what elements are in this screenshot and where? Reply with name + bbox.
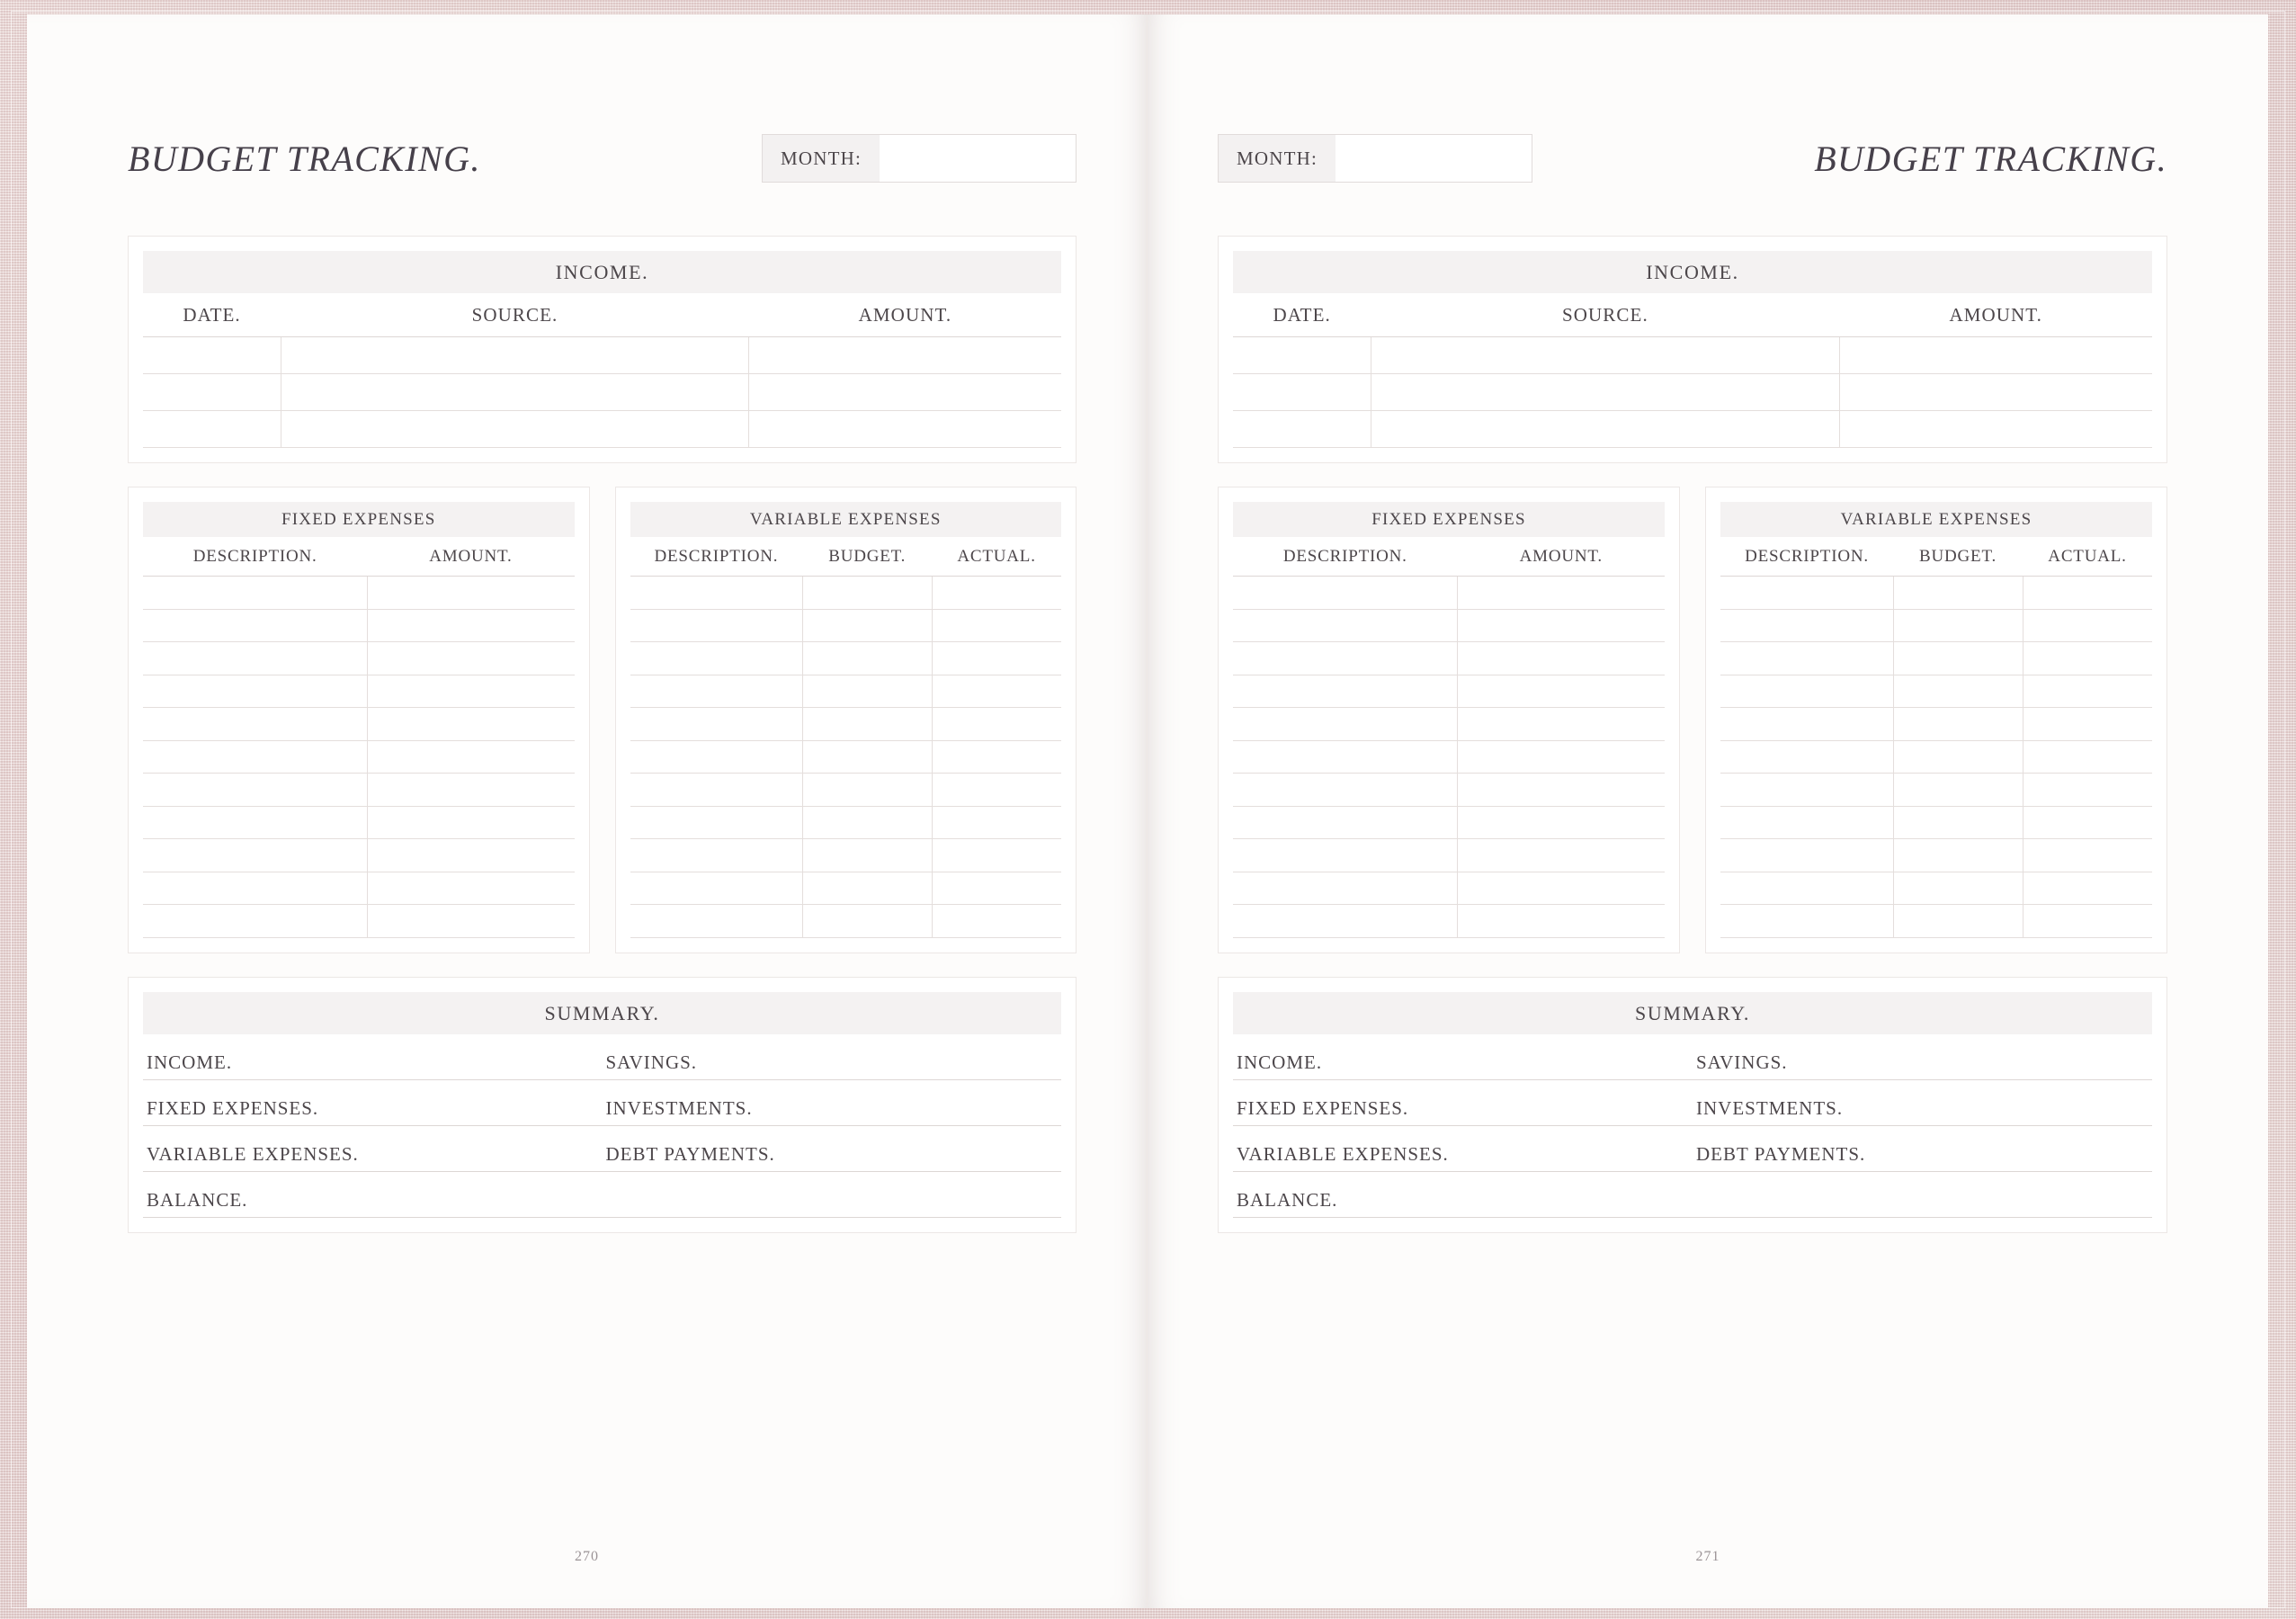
fixed-cell-amount[interactable] <box>1458 642 1665 675</box>
variable-cell-actual[interactable] <box>932 740 1061 774</box>
fixed-col-description: DESCRIPTION. <box>143 537 367 577</box>
income-col-date: DATE. <box>1233 293 1371 337</box>
income-cell-source[interactable] <box>281 374 749 411</box>
summary-row-savings[interactable] <box>1693 1034 2152 1080</box>
summary-label: INVESTMENTS. <box>1696 1096 1844 1119</box>
fixed-cell-amount[interactable] <box>367 609 574 642</box>
variable-col-actual: ACTUAL. <box>2023 537 2152 577</box>
fixed-cell-amount[interactable] <box>367 708 574 741</box>
variable-cell-actual[interactable] <box>2023 675 2152 708</box>
income-col-source: SOURCE. <box>1371 293 1839 337</box>
table-row[interactable] <box>1233 708 1665 741</box>
fixed-cell-description[interactable] <box>1233 708 1458 741</box>
fixed-cell-description[interactable] <box>143 675 367 708</box>
table-row[interactable] <box>630 642 1062 675</box>
variable-cell-budget[interactable] <box>1893 872 2023 905</box>
variable-cell-budget[interactable] <box>1893 774 2023 807</box>
summary-row-debt-payments[interactable] <box>603 1126 1062 1172</box>
variable-cell-description[interactable] <box>1720 774 1893 807</box>
right-page <box>1148 14 2268 1608</box>
fixed-expenses-table <box>1233 537 1665 938</box>
variable-col-budget: BUDGET. <box>1893 537 2023 577</box>
income-cell-source[interactable] <box>1371 411 1839 448</box>
variable-cell-description[interactable] <box>1720 708 1893 741</box>
page-title: BUDGET TRACKING. <box>1814 138 2167 179</box>
summary-row-debt-payments[interactable] <box>1693 1126 2152 1172</box>
fixed-cell-description[interactable] <box>1233 872 1458 905</box>
fixed-cell-description[interactable] <box>1233 675 1458 708</box>
income-cell-source[interactable] <box>1371 337 1839 374</box>
table-row[interactable] <box>143 839 575 872</box>
table-row[interactable] <box>143 577 575 610</box>
page-spread <box>27 14 2269 1608</box>
variable-expenses-table <box>1720 537 2152 938</box>
summary-label: INVESTMENTS. <box>605 1096 753 1119</box>
fixed-cell-amount[interactable] <box>367 905 574 938</box>
variable-cell-description[interactable] <box>1720 872 1893 905</box>
page-number: 270 <box>575 1549 599 1564</box>
income-cell-amount[interactable] <box>749 374 1061 411</box>
month-input[interactable] <box>1336 135 1532 182</box>
variable-cell-budget[interactable] <box>1893 905 2023 938</box>
income-cell-source[interactable] <box>1371 374 1839 411</box>
fixed-cell-description[interactable] <box>143 839 367 872</box>
fixed-cell-amount[interactable] <box>367 577 574 610</box>
summary-row-investments[interactable] <box>603 1080 1062 1126</box>
variable-cell-budget[interactable] <box>802 609 932 642</box>
table-row[interactable] <box>143 806 575 839</box>
variable-cell-budget[interactable] <box>1893 740 2023 774</box>
income-col-date: DATE. <box>143 293 281 337</box>
income-panel <box>128 236 1077 463</box>
income-cell-amount[interactable] <box>1840 411 2152 448</box>
summary-row-savings[interactable] <box>603 1034 1062 1080</box>
table-row[interactable] <box>1720 675 2152 708</box>
variable-col-budget: BUDGET. <box>802 537 932 577</box>
variable-cell-budget[interactable] <box>802 642 932 675</box>
summary-label: INCOME. <box>1237 1051 1323 1073</box>
variable-cell-actual[interactable] <box>2023 609 2152 642</box>
table-row[interactable] <box>1720 642 2152 675</box>
table-row[interactable] <box>1233 577 1665 610</box>
month-label: MONTH: <box>1219 135 1336 182</box>
table-row[interactable] <box>1233 839 1665 872</box>
variable-cell-budget[interactable] <box>802 872 932 905</box>
table-row[interactable] <box>630 872 1062 905</box>
fixed-cell-description[interactable] <box>1233 905 1458 938</box>
table-row[interactable] <box>1233 774 1665 807</box>
fixed-cell-amount[interactable] <box>367 740 574 774</box>
table-row[interactable] <box>143 708 575 741</box>
fixed-expenses-band: FIXED EXPENSES <box>143 502 575 537</box>
variable-cell-actual[interactable] <box>2023 774 2152 807</box>
month-input[interactable] <box>880 135 1076 182</box>
table-row[interactable] <box>143 609 575 642</box>
variable-cell-description[interactable] <box>1720 740 1893 774</box>
variable-col-description: DESCRIPTION. <box>1720 537 1893 577</box>
expenses-row <box>1218 487 2167 953</box>
variable-cell-actual[interactable] <box>932 642 1061 675</box>
variable-col-actual: ACTUAL. <box>932 537 1061 577</box>
variable-cell-description[interactable] <box>630 839 803 872</box>
variable-cell-actual[interactable] <box>2023 806 2152 839</box>
variable-cell-budget[interactable] <box>802 740 932 774</box>
page-title: BUDGET TRACKING. <box>128 138 481 179</box>
table-row[interactable] <box>1720 577 2152 610</box>
fixed-cell-amount[interactable] <box>1458 675 1665 708</box>
income-cell-date[interactable] <box>1233 411 1371 448</box>
variable-cell-budget[interactable] <box>1893 839 2023 872</box>
fixed-cell-amount[interactable] <box>1458 609 1665 642</box>
income-band: INCOME. <box>143 251 1061 293</box>
variable-cell-description[interactable] <box>630 872 803 905</box>
summary-label: SAVINGS. <box>605 1051 698 1073</box>
fixed-cell-amount[interactable] <box>367 642 574 675</box>
summary-right-column <box>1693 1034 2152 1172</box>
variable-cell-budget[interactable] <box>1893 708 2023 741</box>
fixed-cell-amount[interactable] <box>367 839 574 872</box>
variable-cell-description[interactable] <box>630 708 803 741</box>
income-table <box>143 293 1061 448</box>
fixed-cell-description[interactable] <box>143 577 367 610</box>
summary-label-balance: BALANCE. <box>1237 1188 1338 1211</box>
summary-row-fixed-expenses[interactable] <box>1233 1080 1693 1126</box>
variable-expenses-band: VARIABLE EXPENSES <box>630 502 1062 537</box>
income-band: INCOME. <box>1233 251 2152 293</box>
summary-label: INCOME. <box>147 1051 233 1073</box>
fixed-cell-description[interactable] <box>1233 740 1458 774</box>
table-row[interactable] <box>1720 774 2152 807</box>
fixed-expenses-band: FIXED EXPENSES <box>1233 502 1665 537</box>
table-row[interactable] <box>1720 740 2152 774</box>
table-row[interactable] <box>630 609 1062 642</box>
table-row[interactable] <box>143 905 575 938</box>
fixed-cell-description[interactable] <box>1233 609 1458 642</box>
summary-row-variable-expenses[interactable] <box>1233 1126 1693 1172</box>
income-col-source: SOURCE. <box>281 293 749 337</box>
variable-cell-budget[interactable] <box>1893 609 2023 642</box>
summary-panel <box>1218 977 2167 1233</box>
summary-band: SUMMARY. <box>143 992 1061 1034</box>
variable-cell-actual[interactable] <box>2023 642 2152 675</box>
table-row[interactable] <box>1233 740 1665 774</box>
variable-cell-description[interactable] <box>630 806 803 839</box>
variable-cell-description[interactable] <box>630 609 803 642</box>
variable-cell-description[interactable] <box>1720 642 1893 675</box>
summary-band: SUMMARY. <box>1233 992 2152 1034</box>
fixed-cell-description[interactable] <box>1233 577 1458 610</box>
variable-cell-budget[interactable] <box>802 839 932 872</box>
fixed-cell-description[interactable] <box>143 774 367 807</box>
fixed-cell-description[interactable] <box>143 806 367 839</box>
fixed-cell-description[interactable] <box>1233 774 1458 807</box>
variable-cell-budget[interactable] <box>802 577 932 610</box>
summary-row-variable-expenses[interactable] <box>143 1126 603 1172</box>
table-row[interactable] <box>1720 905 2152 938</box>
month-label: MONTH: <box>763 135 880 182</box>
summary-label: FIXED EXPENSES. <box>147 1096 319 1119</box>
table-row[interactable] <box>1233 374 2152 411</box>
variable-cell-budget[interactable] <box>802 905 932 938</box>
variable-cell-description[interactable] <box>630 577 803 610</box>
income-cell-date[interactable] <box>143 411 281 448</box>
table-row[interactable] <box>1233 806 1665 839</box>
variable-cell-actual[interactable] <box>2023 839 2152 872</box>
month-box[interactable] <box>762 134 1077 183</box>
table-row[interactable] <box>143 337 1061 374</box>
summary-row-investments[interactable] <box>1693 1080 2152 1126</box>
variable-cell-description[interactable] <box>630 642 803 675</box>
variable-cell-description[interactable] <box>630 774 803 807</box>
variable-header-row <box>630 537 1062 577</box>
income-cell-date[interactable] <box>1233 337 1371 374</box>
fixed-cell-amount[interactable] <box>1458 774 1665 807</box>
fixed-header-row <box>143 537 575 577</box>
income-cell-date[interactable] <box>143 374 281 411</box>
fixed-cell-description[interactable] <box>1233 642 1458 675</box>
fixed-cell-amount[interactable] <box>367 675 574 708</box>
summary-row-balance[interactable] <box>143 1172 1061 1218</box>
fixed-cell-amount[interactable] <box>1458 708 1665 741</box>
table-row[interactable] <box>630 774 1062 807</box>
fixed-expenses-table <box>143 537 575 938</box>
fixed-cell-description[interactable] <box>143 740 367 774</box>
table-row[interactable] <box>143 642 575 675</box>
variable-col-description: DESCRIPTION. <box>630 537 803 577</box>
summary-label: DEBT PAYMENTS. <box>605 1142 775 1165</box>
fixed-header-row <box>1233 537 1665 577</box>
variable-cell-actual[interactable] <box>2023 708 2152 741</box>
summary-row-fixed-expenses[interactable] <box>143 1080 603 1126</box>
variable-cell-actual[interactable] <box>932 905 1061 938</box>
variable-cell-actual[interactable] <box>932 774 1061 807</box>
variable-cell-budget[interactable] <box>802 675 932 708</box>
fixed-cell-description[interactable] <box>143 642 367 675</box>
variable-cell-description[interactable] <box>1720 577 1893 610</box>
fixed-cell-amount[interactable] <box>367 872 574 905</box>
variable-cell-actual[interactable] <box>932 577 1061 610</box>
variable-cell-actual[interactable] <box>2023 740 2152 774</box>
month-box[interactable] <box>1218 134 1532 183</box>
summary-panel <box>128 977 1077 1233</box>
summary-row-income[interactable] <box>143 1034 603 1080</box>
fixed-cell-amount[interactable] <box>1458 839 1665 872</box>
table-row[interactable] <box>1233 411 2152 448</box>
table-row[interactable] <box>1233 337 2152 374</box>
fixed-cell-description[interactable] <box>143 905 367 938</box>
table-row[interactable] <box>143 675 575 708</box>
income-header-row <box>1233 293 2152 337</box>
table-row[interactable] <box>1720 872 2152 905</box>
variable-cell-actual[interactable] <box>932 806 1061 839</box>
income-col-amount: AMOUNT. <box>749 293 1061 337</box>
table-row[interactable] <box>143 740 575 774</box>
variable-cell-description[interactable] <box>630 675 803 708</box>
table-row[interactable] <box>143 872 575 905</box>
income-col-amount: AMOUNT. <box>1840 293 2152 337</box>
income-cell-amount[interactable] <box>1840 374 2152 411</box>
table-row[interactable] <box>1233 642 1665 675</box>
variable-cell-budget[interactable] <box>802 708 932 741</box>
income-cell-source[interactable] <box>281 337 749 374</box>
variable-cell-actual[interactable] <box>2023 577 2152 610</box>
fixed-col-description: DESCRIPTION. <box>1233 537 1458 577</box>
variable-expenses-panel <box>1705 487 2167 953</box>
fixed-cell-amount[interactable] <box>1458 905 1665 938</box>
fixed-expenses-panel <box>128 487 590 953</box>
fixed-cell-description[interactable] <box>143 872 367 905</box>
fixed-cell-amount[interactable] <box>1458 740 1665 774</box>
fixed-cell-amount[interactable] <box>367 806 574 839</box>
table-row[interactable] <box>630 675 1062 708</box>
variable-cell-actual[interactable] <box>932 675 1061 708</box>
variable-cell-actual[interactable] <box>932 708 1061 741</box>
table-row[interactable] <box>630 839 1062 872</box>
variable-cell-actual[interactable] <box>2023 905 2152 938</box>
table-row[interactable] <box>1720 609 2152 642</box>
variable-expenses-band: VARIABLE EXPENSES <box>1720 502 2152 537</box>
summary-left-column <box>143 1034 603 1172</box>
table-row[interactable] <box>630 708 1062 741</box>
fixed-cell-description[interactable] <box>1233 806 1458 839</box>
table-row[interactable] <box>143 411 1061 448</box>
variable-expenses-panel <box>615 487 1077 953</box>
summary-right-column <box>603 1034 1062 1172</box>
income-cell-date[interactable] <box>143 337 281 374</box>
variable-cell-budget[interactable] <box>802 806 932 839</box>
fixed-cell-description[interactable] <box>143 609 367 642</box>
fixed-col-amount: AMOUNT. <box>1458 537 1665 577</box>
fixed-expenses-panel <box>1218 487 1680 953</box>
summary-grid <box>1233 1034 2152 1172</box>
variable-cell-budget[interactable] <box>802 774 932 807</box>
variable-cell-description[interactable] <box>1720 609 1893 642</box>
fixed-col-amount: AMOUNT. <box>367 537 574 577</box>
page-number: 271 <box>1695 1549 1720 1564</box>
income-cell-source[interactable] <box>281 411 749 448</box>
variable-cell-description[interactable] <box>630 905 803 938</box>
variable-cell-actual[interactable] <box>2023 872 2152 905</box>
variable-cell-actual[interactable] <box>932 839 1061 872</box>
income-cell-date[interactable] <box>1233 374 1371 411</box>
summary-label: FIXED EXPENSES. <box>1237 1096 1409 1119</box>
variable-cell-description[interactable] <box>1720 675 1893 708</box>
variable-cell-budget[interactable] <box>1893 806 2023 839</box>
summary-label: VARIABLE EXPENSES. <box>147 1142 359 1165</box>
summary-row-balance[interactable] <box>1233 1172 2152 1218</box>
summary-label: SAVINGS. <box>1696 1051 1788 1073</box>
variable-expenses-table <box>630 537 1062 938</box>
table-row[interactable] <box>143 374 1061 411</box>
variable-cell-budget[interactable] <box>1893 642 2023 675</box>
table-row[interactable] <box>1233 609 1665 642</box>
right-page-header <box>1218 104 2167 212</box>
table-row[interactable] <box>143 774 575 807</box>
fixed-cell-amount[interactable] <box>1458 872 1665 905</box>
table-row[interactable] <box>1720 806 2152 839</box>
variable-cell-actual[interactable] <box>932 872 1061 905</box>
table-row[interactable] <box>1233 905 1665 938</box>
income-header-row <box>143 293 1061 337</box>
variable-cell-description[interactable] <box>630 740 803 774</box>
left-page <box>27 14 1148 1608</box>
table-row[interactable] <box>630 740 1062 774</box>
fixed-cell-amount[interactable] <box>1458 806 1665 839</box>
summary-label: VARIABLE EXPENSES. <box>1237 1142 1449 1165</box>
summary-grid <box>143 1034 1061 1172</box>
income-cell-amount[interactable] <box>1840 337 2152 374</box>
income-cell-amount[interactable] <box>749 337 1061 374</box>
variable-cell-description[interactable] <box>1720 839 1893 872</box>
summary-row-income[interactable] <box>1233 1034 1693 1080</box>
table-row[interactable] <box>1233 675 1665 708</box>
income-panel <box>1218 236 2167 463</box>
table-row[interactable] <box>1720 708 2152 741</box>
income-cell-amount[interactable] <box>749 411 1061 448</box>
left-page-header <box>128 104 1077 212</box>
income-table <box>1233 293 2152 448</box>
table-row[interactable] <box>630 905 1062 938</box>
table-row[interactable] <box>1720 839 2152 872</box>
variable-cell-actual[interactable] <box>932 609 1061 642</box>
variable-cell-description[interactable] <box>1720 905 1893 938</box>
fixed-cell-description[interactable] <box>1233 839 1458 872</box>
summary-label-balance: BALANCE. <box>147 1188 248 1211</box>
table-row[interactable] <box>630 806 1062 839</box>
fixed-cell-amount[interactable] <box>367 774 574 807</box>
variable-header-row <box>1720 537 2152 577</box>
table-row[interactable] <box>630 577 1062 610</box>
variable-cell-budget[interactable] <box>1893 577 2023 610</box>
table-row[interactable] <box>1233 872 1665 905</box>
variable-cell-description[interactable] <box>1720 806 1893 839</box>
summary-label: DEBT PAYMENTS. <box>1696 1142 1866 1165</box>
expenses-row <box>128 487 1077 953</box>
variable-cell-budget[interactable] <box>1893 675 2023 708</box>
fixed-cell-amount[interactable] <box>1458 577 1665 610</box>
fixed-cell-description[interactable] <box>143 708 367 741</box>
summary-left-column <box>1233 1034 1693 1172</box>
